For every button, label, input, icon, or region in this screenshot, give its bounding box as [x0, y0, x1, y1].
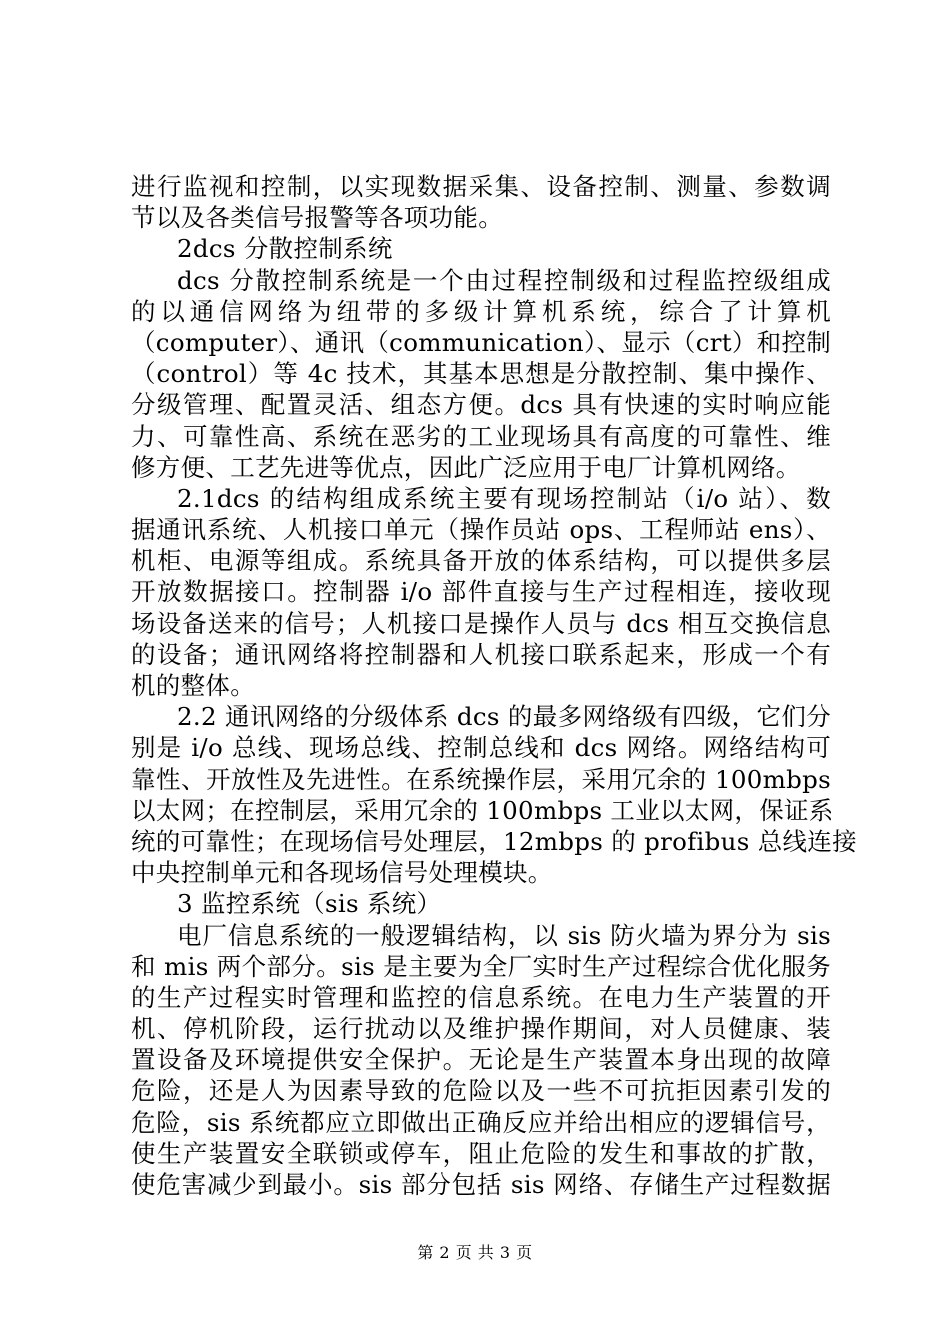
body-line: 进行监视和控制，以实现数据采集、设备控制、测量、参数调	[131, 172, 831, 201]
body-line: （computer）、通讯（communication）、显示（crt）和控制	[131, 327, 832, 357]
document-body	[131, 171, 857, 1200]
body-line: 危险，还是人为因素导致的危险以及一些不可抗拒因素引发的	[131, 1076, 831, 1106]
body-line: 中央控制单元和各现场信号处理模块。	[131, 858, 553, 888]
body-line: 开放数据接口。控制器 i/o 部件直接与生产过程相连，接收现	[131, 577, 831, 607]
body-line: 使危害减少到最小。sis 部分包括 sis 网络、存储生产过程数据	[131, 1170, 831, 1199]
body-line: 使生产装置安全联锁或停车，阻止危险的发生和事故的扩散，	[131, 1138, 831, 1168]
body-line: 机、停机阶段，运行扰动以及维护操作期间，对人员健康、装	[131, 1014, 831, 1044]
section-heading: 2dcs 分散控制系统	[177, 234, 393, 264]
body-line: 2.1dcs 的结构组成系统主要有现场控制站（i/o 站）、数	[177, 483, 831, 513]
body-line: 力、可靠性高、系统在恶劣的工业现场具有高度的可靠性、维	[131, 421, 831, 451]
body-line: 场设备送来的信号；人机接口是操作人员与 dcs 相互交换信息	[131, 608, 831, 638]
body-line: 别是 i/o 总线、现场总线、控制总线和 dcs 网络。网络结构可	[131, 733, 831, 763]
body-line: （control）等 4c 技术，其基本思想是分散控制、集中操作、	[131, 359, 831, 389]
body-line: 机柜、电源等组成。系统具备开放的体系结构，可以提供多层	[131, 546, 831, 576]
body-line: 和 mis 两个部分。sis 是主要为全厂实时生产过程综合优化服务	[131, 951, 831, 981]
body-line: 据通讯系统、人机接口单元（操作员站 ops、工程师站 ens）、	[131, 515, 831, 545]
body-line: 危险，sis 系统都应立即做出正确反应并给出相应的逻辑信号，	[131, 1107, 831, 1137]
section-heading: 3 监控系统（sis 系统）	[177, 889, 442, 919]
body-line: 节以及各类信号报警等各项功能。	[131, 203, 503, 233]
body-line: 2.2 通讯网络的分级体系 dcs 的最多网络级有四级，它们分	[177, 702, 831, 732]
body-line: 的设备；通讯网络将控制器和人机接口联系起来，形成一个有	[131, 639, 831, 669]
body-line: 修方便、工艺先进等优点，因此广泛应用于电厂计算机网络。	[131, 452, 801, 482]
body-line: 靠性、开放性及先进性。在系统操作层，采用冗余的 100mbps	[131, 764, 831, 794]
body-line: 电厂信息系统的一般逻辑结构，以 sis 防火墙为界分为 sis	[177, 920, 831, 950]
body-line: 统的可靠性；在现场信号处理层，12mbps 的 profibus 总线连接	[131, 826, 857, 856]
body-line: 置设备及环境提供安全保护。无论是生产装置本身出现的故障	[131, 1045, 831, 1075]
body-line: 机的整体。	[131, 671, 255, 700]
body-line: 以太网；在控制层，采用冗余的 100mbps 工业以太网，保证系	[131, 795, 834, 825]
body-line: 的以通信网络为纽带的多级计算机系统，综合了计算机	[131, 296, 831, 326]
body-line: dcs 分散控制系统是一个由过程控制级和过程监控级组成	[177, 265, 831, 295]
body-line: 的生产过程实时管理和监控的信息系统。在电力生产装置的开	[131, 982, 831, 1012]
body-line: 分级管理、配置灵活、组态方便。dcs 具有快速的实时响应能	[131, 390, 831, 420]
page-number-footer: 第 2 页 共 3 页	[417, 1243, 533, 1262]
